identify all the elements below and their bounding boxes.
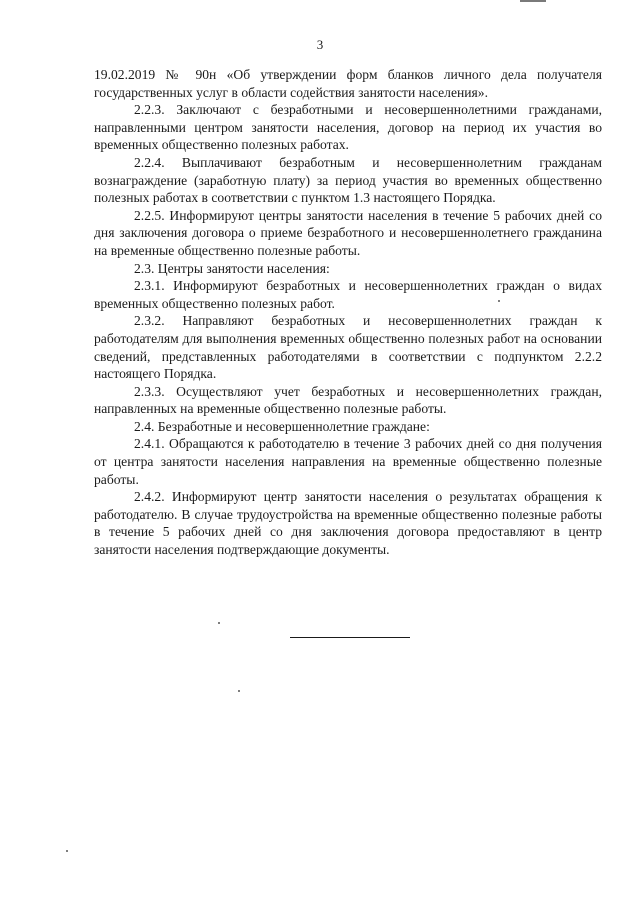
paragraph-2-3-3: 2.3.3. Осуществляют учет безработных и несовершеннолетних граждан, направленных на временные общественно полезные работы.	[94, 383, 602, 417]
paragraph-continuation: 19.02.2019 № 90н «Об утверждении форм бланков личного дела получателя государственных услуг в области содействия занятости населения».	[94, 67, 602, 100]
scan-speck	[66, 850, 68, 852]
section-2-4-heading: 2.4. Безработные и несовершеннолетние граждане:	[134, 418, 430, 434]
paragraph-2-3-2: 2.3.2. Направляют безработных и несовершеннолетних граждан к работодателям для выполнения временных общественно полезных работ на основании сведений, представленных работодателями в соответствии с подпунктом 2.2.2 настоящего Порядка.	[94, 313, 602, 382]
section-2-3-heading: 2.3. Центры занятости населения:	[134, 260, 330, 276]
page-number: 3	[316, 37, 324, 52]
paragraph-2-2-3: 2.2.3. Заключают с безработными и несовершеннолетними гражданами, направленными центром занятости населения, договор на период их участия во временных общественно полезных работах.	[94, 102, 602, 153]
scan-speck	[498, 300, 500, 302]
paragraph-2-2-4: 2.2.4. Выплачивают безработным и несовершеннолетним гражданам вознаграждение (заработную плату) за период участия во временных общественно полезных работах в соответствии с пунктом 1.3 настоящего Порядка.	[94, 154, 602, 206]
paragraph-2-3-1: 2.3.1. Информируют безработных и несовершеннолетних граждан о видах временных общественно полезных работ.	[94, 278, 602, 311]
paragraph-2-4-2: 2.4.2. Информируют центр занятости населения о результатах обращения к работодателю. В случае трудоустройства на временные общественно полезные работы в течение 5 рабочих дней со дня заключения договора предоставляют в центр занятости населения подтверждающие документы.	[94, 489, 602, 558]
scan-speck	[218, 622, 220, 624]
scan-edge-mark	[520, 0, 546, 2]
document-body	[94, 66, 602, 559]
end-separator-line	[290, 637, 410, 638]
scan-speck	[238, 690, 240, 692]
paragraph-2-2-5: 2.2.5. Информируют центры занятости населения в течение 5 рабочих дней со дня заключения договора о приеме безработного и несовершеннолетнего гражданина на временные общественно полезные работы.	[94, 207, 602, 258]
paragraph-2-4-1: 2.4.1. Обращаются к работодателю в течение 3 рабочих дней со дня получения от центра занятости населения направления на временные общественно полезные работы.	[94, 436, 602, 487]
